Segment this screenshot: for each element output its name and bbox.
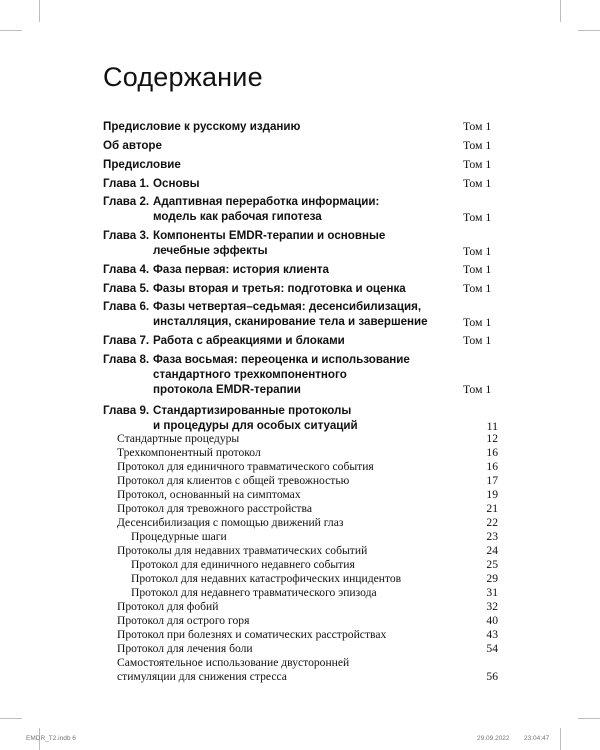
toc-entry-volume: Том 1 (463, 281, 492, 295)
subentry-title: Протокол для острого горя (117, 614, 250, 627)
subentry-page: 40 (486, 614, 498, 627)
subentry-page: 56 (486, 670, 498, 683)
subentry-page: 29 (486, 572, 498, 585)
toc-entry-volume: Том 1 (463, 157, 492, 171)
chapter-number: Глава 9. (103, 404, 150, 417)
print-slug-file: EMDR_T2.indb 6 (26, 735, 76, 742)
subentry-page: 21 (486, 502, 498, 515)
toc-entry-volume: Том 1 (463, 210, 492, 224)
subentry-title: Протокол для недавнего травматического эпизода (131, 586, 377, 599)
print-slug-time: 23:04:47 (524, 735, 550, 742)
chapter-title-continued: лечебные эффекты (153, 244, 268, 257)
subentry-title: Протокол для недавних катастрофических инцидентов (131, 572, 402, 585)
chapter-title-continued: стандартного трехкомпонентного (153, 368, 347, 381)
toc-entry-title (103, 281, 406, 296)
subentry-page: 19 (486, 488, 498, 501)
subentry-title: Протокол, основанный на симптомах (117, 488, 301, 501)
subentry-page: 54 (486, 642, 498, 655)
toc-entry-title (103, 299, 421, 314)
toc-entry-volume: Том 1 (463, 138, 492, 152)
chapter-title-continued: инсталляция, сканирование тела и завершение (153, 315, 428, 328)
subentry-title: Протокол для единичного травматического события (117, 460, 374, 473)
toc-entry-volume: Том 1 (463, 119, 492, 133)
toc-entry-volume: Том 1 (463, 262, 492, 276)
chapter-number: Глава 8. (103, 353, 150, 366)
subentry-page: 24 (486, 544, 498, 557)
subentry-page: 32 (486, 600, 498, 613)
subentry-page: 16 (486, 446, 498, 459)
crop-mark-top-right (560, 0, 561, 22)
subentry-title: Протоколы для недавних травматических событий (117, 544, 368, 557)
chapter-number: Глава 5. (103, 282, 150, 295)
subentry-page: 17 (486, 474, 498, 487)
chapter-title: Работа с абреакциями и блоками (153, 334, 345, 347)
chapter-title-continued: модель как рабочая гипотеза (153, 210, 322, 223)
chapter-title: Фазы вторая и третья: подготовка и оценка (153, 282, 406, 295)
chapter-number: Глава 2. (103, 195, 150, 208)
subentry-title: Процедурные шаги (131, 530, 227, 543)
crop-mark-bottom-right (560, 728, 561, 750)
subentry-title: Протокол для единичного недавнего события (131, 558, 355, 571)
chapter-number: Глава 3. (103, 229, 150, 242)
crop-mark-left-top (0, 30, 22, 31)
subentry-title: Протокол для клиентов с общей тревожностью (117, 474, 350, 487)
toc-entry-volume: Том 1 (463, 382, 492, 396)
subentry-title: Протокол для лечения боли (117, 642, 253, 655)
toc-entry-title (103, 333, 345, 348)
chapter-title: Компоненты EMDR-терапии и основные (153, 229, 386, 242)
subentry-page: 16 (486, 460, 498, 473)
chapter-number: Глава 7. (103, 334, 150, 347)
subentry-title: Протокол для фобий (117, 600, 219, 613)
chapter-title: Стандартизированные протоколы (153, 404, 352, 417)
toc-entry-title (103, 262, 329, 277)
crop-mark-left-bottom (0, 718, 22, 719)
toc-entry-volume: Том 1 (463, 333, 492, 347)
chapter-title: Адаптивная переработка информации: (153, 195, 380, 208)
subentry-page: 25 (486, 558, 498, 571)
chapter-title: Основы (153, 177, 200, 190)
crop-mark-right-bottom (578, 718, 600, 719)
subentry-page: 12 (486, 432, 498, 445)
chapter-number: Глава 4. (103, 263, 150, 276)
chapter-number: Глава 1. (103, 177, 150, 190)
subentry-title: Десенсибилизация с помощью движений глаз (117, 516, 344, 529)
toc-entry-title: Предисловие (103, 158, 181, 171)
print-slug-date: 29.09.2022 (477, 735, 510, 742)
subentry-page: 43 (486, 628, 498, 641)
subentry-page: 23 (486, 530, 498, 543)
toc-entry-page: 11 (486, 419, 498, 433)
toc-entry-title (103, 403, 351, 418)
crop-mark-top-left (39, 0, 40, 22)
toc-entry-title (103, 228, 385, 243)
toc-entry-title: Об авторе (103, 139, 162, 152)
subentry-page: 22 (486, 516, 498, 529)
crop-mark-right-top (578, 30, 600, 31)
chapter-title-continued: и процедуры для особых ситуаций (153, 419, 358, 432)
subentry-title-continued: стимуляции для снижения стресса (117, 670, 287, 683)
subentry-title: Протокол при болезнях и соматических расстройствах (117, 628, 387, 641)
toc-entry-volume: Том 1 (463, 244, 492, 258)
subentry-page: 31 (486, 586, 498, 599)
chapter-title-continued: протокола EMDR-терапии (153, 383, 301, 396)
chapter-title: Фаза первая: история клиента (153, 263, 329, 276)
page-title: Содержание (103, 62, 263, 92)
subentry-title: Самостоятельное использование двусторонней (117, 656, 350, 669)
chapter-title: Фазы четвертая–седьмая: десенсибилизация, (153, 300, 422, 313)
chapter-number: Глава 6. (103, 300, 150, 313)
toc-entry-title (103, 194, 379, 209)
chapter-title: Фаза восьмая: переоценка и использование (153, 353, 410, 366)
toc-entry-title: Предисловие к русскому изданию (103, 120, 301, 133)
toc-entry-volume: Том 1 (463, 315, 492, 329)
subentry-title: Стандартные процедуры (117, 432, 240, 445)
toc-entry-volume: Том 1 (463, 176, 492, 190)
subentry-title: Протокол для тревожного расстройства (117, 502, 312, 515)
toc-entry-title (103, 352, 410, 367)
subentry-title: Трехкомпонентный протокол (117, 446, 261, 459)
toc-entry-title (103, 176, 200, 191)
